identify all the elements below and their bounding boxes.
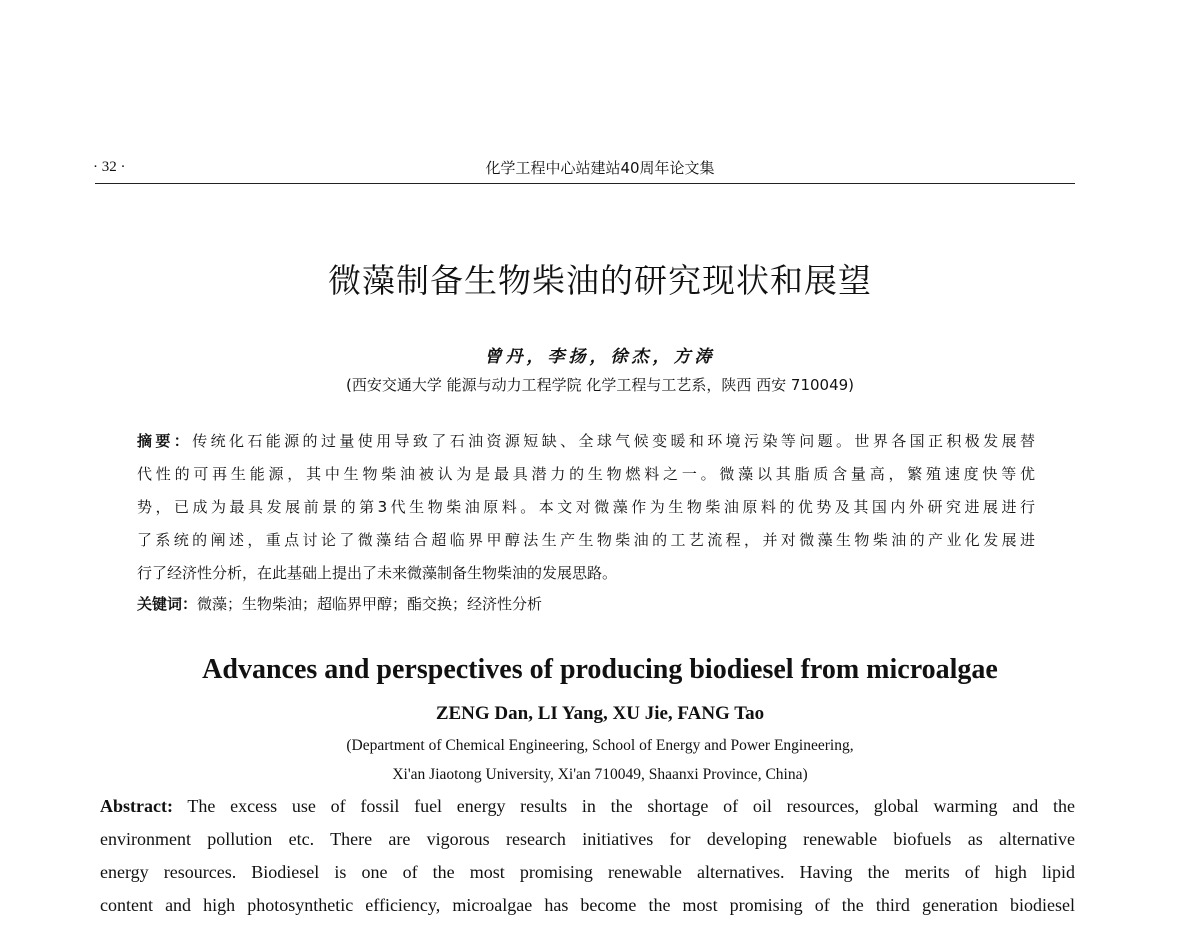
english-affiliation-line: Xi'an Jiaotong University, Xi'an 710049, Shaanxi Province, China) [392,766,808,783]
page-number: · 32 · [93,159,126,175]
english-abstract-line [100,796,1075,817]
keywords-label: 关键词： [137,595,198,613]
running-title: 化学工程中心站建站40周年论文集 [485,159,715,177]
english-abstract-line: content and high photosynthetic efficiency, microalgae has become the most promising of the third generation biodiesel [100,895,1075,915]
chinese-abstract-line: 行了经济性分析，在此基础上提出了未来微藻制备生物柴油的发展思路。 [137,564,618,582]
abstract-text: The excess use of fossil fuel energy results in the shortage of oil resources, global warming and the [172,796,1075,816]
english-abstract-line: energy resources. Biodiesel is one of the most promising renewable alternatives. Having the merits of high lipid [100,862,1075,882]
english-abstract-line: environment pollution etc. There are vigorous research initiatives for developing renewable biofuels as alternative [100,829,1075,849]
chinese-affiliation: (西安交通大学 能源与动力工程学院 化学工程与工艺系，陕西 西安 710049) [345,376,855,394]
chinese-keywords [137,593,1035,614]
chinese-title: 微藻制备生物柴油的研究现状和展望 [328,261,872,300]
english-title: Advances and perspectives of producing biodiesel from microalgae [202,654,998,685]
chinese-abstract-line: 势，已成为最具发展前景的第3代生物柴油原料。本文对微藻作为生物柴油原料的优势及其国内外研究进展进行 [137,498,1035,516]
chinese-authors: 曾丹，李扬，徐杰，方涛 [484,347,716,367]
chinese-abstract-line: 了系统的阐述，重点讨论了微藻结合超临界甲醇法生产生物柴油的工艺流程，并对微藻生物柴油的产业化发展进 [137,531,1035,549]
header-rule [95,183,1075,184]
abstract-text: 传统化石能源的过量使用导致了石油资源短缺、全球气候变暖和环境污染等问题。世界各国正积极发展替 [192,432,1035,450]
chinese-abstract-line [137,430,1035,451]
keywords-text: 微藻；生物柴油；超临界甲醇；酯交换；经济性分析 [197,595,543,613]
english-authors: ZENG Dan, LI Yang, XU Jie, FANG Tao [435,703,765,724]
chinese-abstract-label: 摘要： [137,432,193,450]
english-affiliation-line: (Department of Chemical Engineering, School of Energy and Power Engineering, [346,737,854,754]
chinese-abstract-line: 代性的可再生能源，其中生物柴油被认为是最具潜力的生物燃料之一。微藻以其脂质含量高，繁殖速度快等优 [137,465,1035,483]
english-abstract-label: Abstract: [100,796,173,816]
